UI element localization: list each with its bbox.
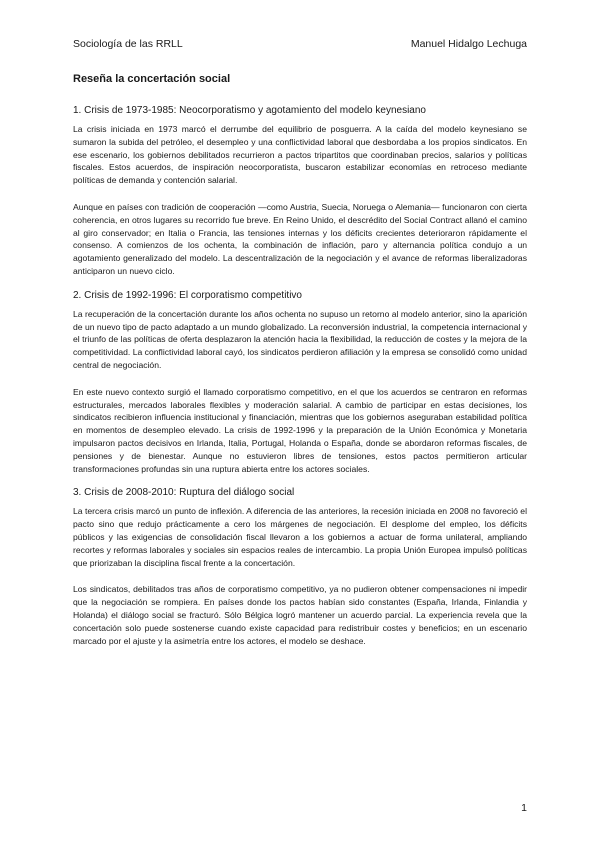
paragraph: La recuperación de la concertación durante los años ochenta no supuso un retorno al modelo anterior, sino la aparición de un nuevo tipo de pacto adaptado a un mundo globalizado. La reconversión industrial, la competencia internacional y el triunfo de las políticas de oferta desplazaron la atención hacia la flexibilidad, la reducción de costes y la mejora de la competitividad. La conflictividad laboral cayó, los sindicatos perdieron afiliación y la empresa se consolidó como unidad central de negociación. (73, 308, 527, 370)
header-author: Manuel Hidalgo Lechuga (410, 38, 527, 50)
paragraph: La crisis iniciada en 1973 marcó el derrumbe del equilibrio de posguerra. A la caída del modelo keynesiano se sumaron la subida del petróleo, el desempleo y una conflictividad laboral que desbordaba a los propios sindicatos. En ese escenario, los gobiernos debilitados recurrieron a pactos tripartitos que coordinaban precios, salarios y políticas fiscales. Estos acuerdos, de inspiración neocorporatista, buscaron estabilizar economías en retroceso mediante políticas de demanda y contención salarial. (73, 124, 527, 186)
section-heading: 2. Crisis de 1992-1996: El corporatismo competitivo (73, 289, 302, 301)
section-1 (73, 104, 527, 278)
section-2 (73, 289, 527, 476)
paragraph: La tercera crisis marcó un punto de inflexión. A diferencia de las anteriores, la recesión iniciada en 2008 no favoreció el pacto sino que redujo prácticamente a cero los márgenes de negociación. El desplome del empleo, los déficits públicos y las exigencias de consolidación fiscal llevaron a los gobiernos a actuar de forma unilateral, ampliando recortes y reformas laborales y sociales sin espacios reales de intercambio. La propia Unión Europea impulsó políticas que priorizaban la disciplina fiscal frente a la concertación. (73, 506, 527, 568)
section-3 (73, 486, 527, 647)
document-title: Reseña la concertación social (73, 73, 231, 85)
paragraph: Aunque en países con tradición de cooperación —como Austria, Suecia, Noruega o Alemania— funcionaron con cierta coherencia, en otros lugares su recorrido fue breve. En Reino Unido, el descrédito del Social Contract allanó el camino al giro conservador; en Italia o Francia, las tensiones internas y los déficits crecientes deterioraron rápidamente el consenso. A comienzos de los ochenta, la combinación de inflación, paro y alternancia política condujo a un agotamiento generalizado del modelo. La descentralización de la negociación y el avance de reformas liberalizadoras anticiparon un nuevo ciclo. (73, 201, 527, 276)
section-heading: 3. Crisis de 2008-2010: Ruptura del diálogo social (73, 487, 295, 499)
paragraph: En este nuevo contexto surgió el llamado corporatismo competitivo, en el que los acuerdos se centraron en reformas estructurales, mercados laborales flexibles y moderación salarial. A cambio de participar en estas decisiones, los sindicatos recibieron influencia institucional y financiación, mientras que los gobiernos aseguraban estabilidad política en momentos de desempleo elevado. La crisis de 1992-1996 y la preparación de la Unión Económica y Monetaria impulsaron pactos decisivos en Irlanda, Italia, Portugal, Holanda o España, donde se abordaron reformas fiscales, de pensiones y de bienestar. Aunque no estuvieron libres de tensiones, estos pactos permitieron articular transformaciones profundas sin una ruptura abierta entre los actores sociales. (73, 386, 527, 474)
header-course: Sociología de las RRLL (73, 38, 183, 50)
section-heading: 1. Crisis de 1973-1985: Neocorporatismo y agotamiento del modelo keynesiano (73, 105, 426, 116)
page-header (73, 38, 527, 51)
page-number: 1 (521, 802, 527, 814)
paragraph: Los sindicatos, debilitados tras años de corporatismo competitivo, ya no pudieron obtener compensaciones ni impedir que la negociación se rompiera. En países donde los pactos habían sido constantes (España, Irlanda, Finlandia y Holanda) el diálogo social se fracturó. Sólo Bélgica logró mantener un acuerdo parcial. La experiencia revela que la concertación solo puede sostenerse cuando existe capacidad para redistribuir costes y beneficios; en un escenario marcado por el ajuste y la asimetría entre los actores, el modelo se deshace. (73, 584, 527, 646)
